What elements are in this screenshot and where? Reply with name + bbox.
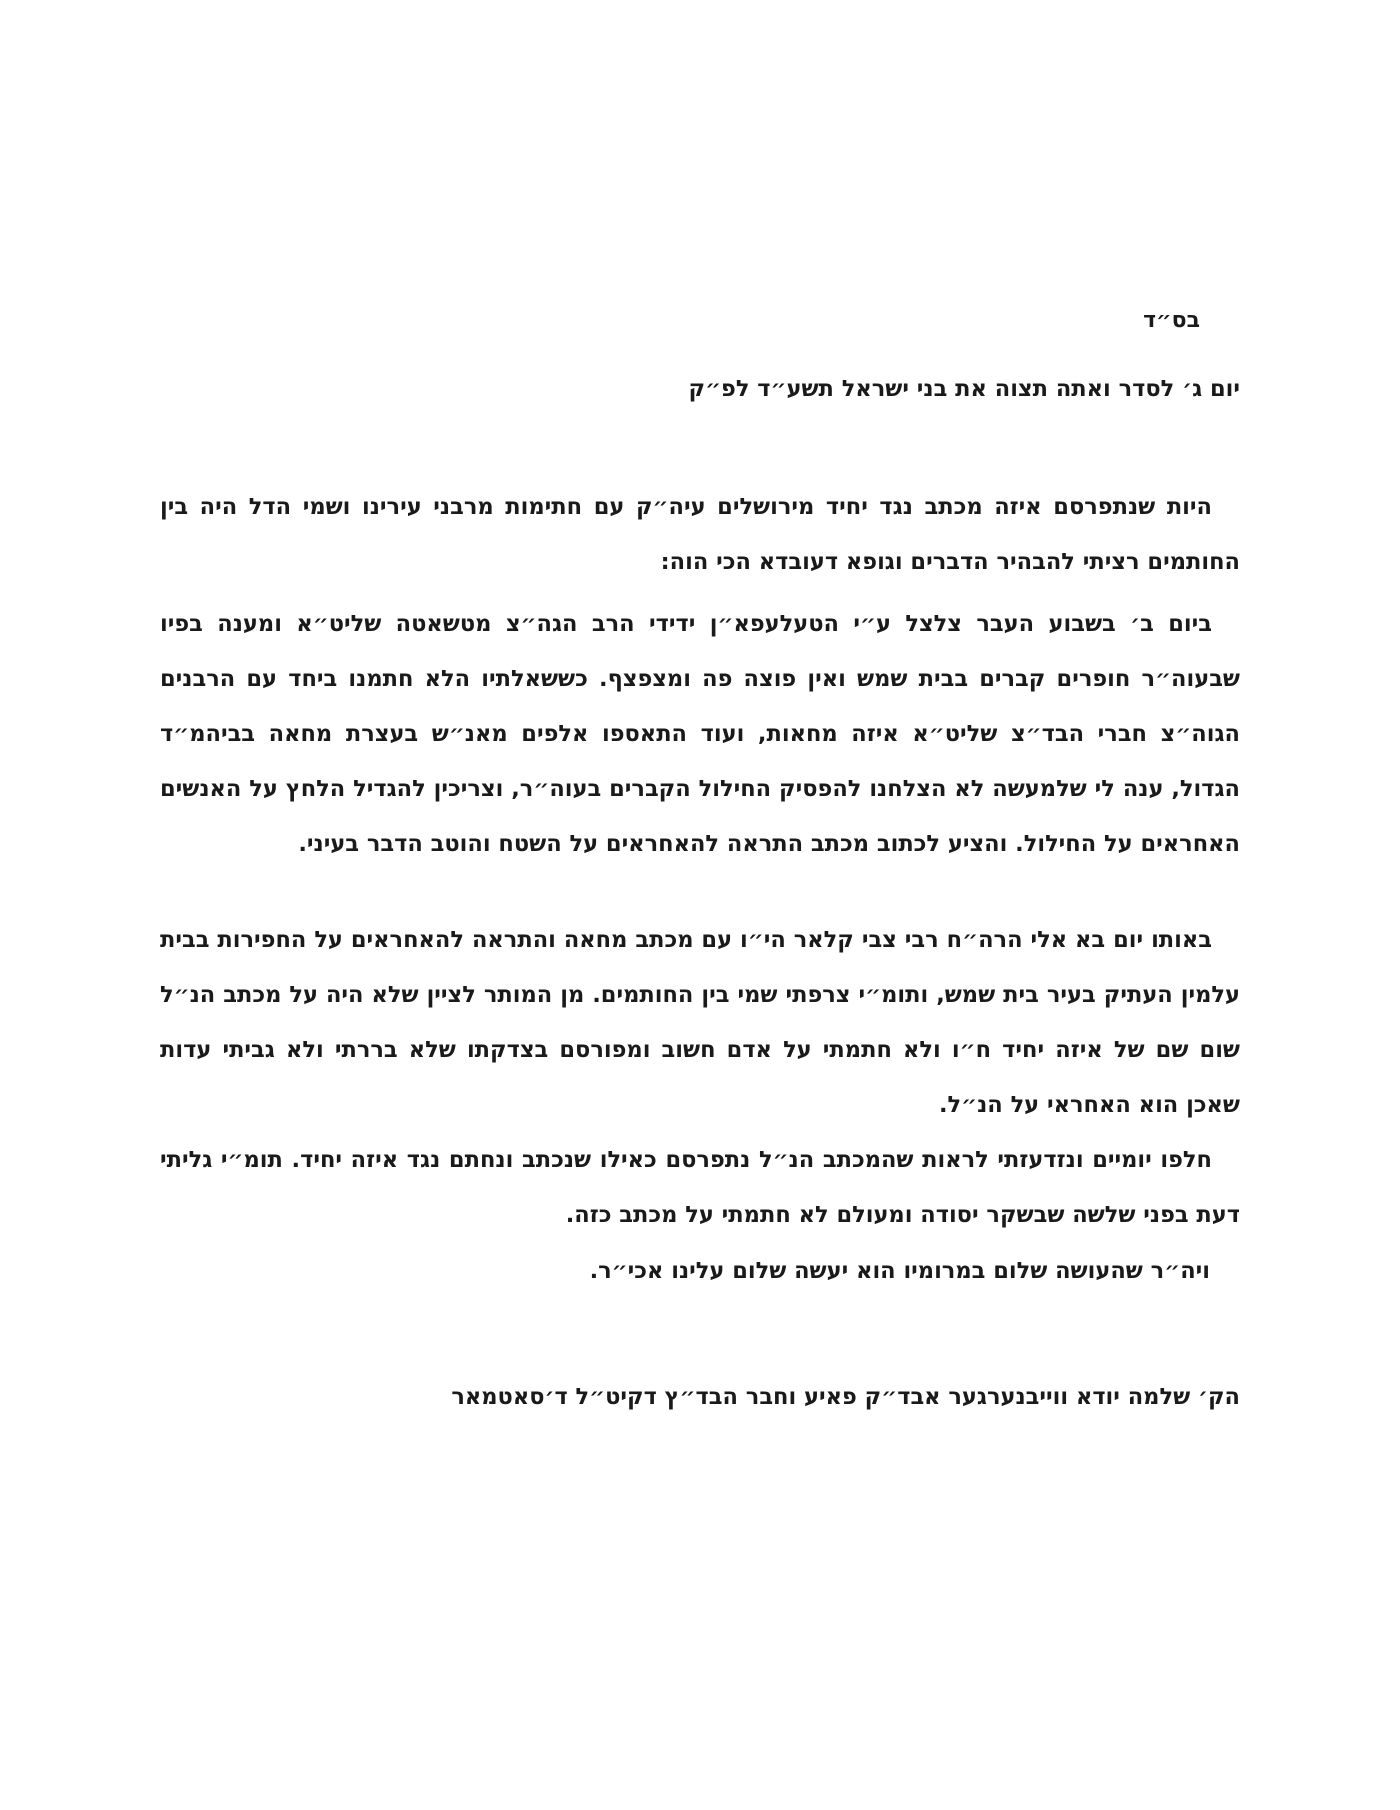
letter-dateline: יום ג׳ לסדר ואתה תצוה את בני ישראל תשע״ד לפ״ק <box>688 376 1240 402</box>
paragraph-clarification: חלפו יומיים ונזדעזתי לראות שהמכתב הנ״ל נתפרסם כאילו שנכתב ונחתם נגד איזה יחיד. תומ״י גליתי דעת בפני שלשה שבשקר יסודה ומעולם לא חתמתי על מכתב כזה. <box>160 1147 1240 1228</box>
paragraph-protest-letter: באותו יום בא אלי הרה״ח רבי צבי קלאר הי״ו עם מכתב מחאה והתראה להאחראים על החפירות בבית עלמין העתיק בעיר בית שמש, ותומ״י צרפתי שמי בין החותמים. מן המותר לציין שלא היה על מכתב הנ״ל שום שם של איזה יחיד ח״ו ולא חתמתי על אדם חשוב ומפורסם בצדקתו שלא בררתי ולא גביתי עדות שאכן הוא האחראי על הנ״ל. <box>160 927 1240 1118</box>
letter-header: בס״ד <box>1143 308 1200 333</box>
letter-closing: ויה״ר שהעושה שלום במרומיו הוא יעשה שלום עלינו אכי״ר. <box>589 1258 1210 1284</box>
paragraph-intro: היות שנתפרסם איזה מכתב נגד יחיד מירושלים עיה״ק עם חתימות מרבני עירינו ושמי הדל היה בין החותמים רציתי להבהיר הדברים וגופא דעובדא הכי הוה: <box>160 494 1240 575</box>
paragraph-phone-call: ביום ב׳ בשבוע העבר צלצל ע״י הטעלעפא״ן ידידי הרב הגה״צ מטשאטה שליט״א ומענה בפיו שבעוה״ר חופרים קברים בבית שמש ואין פוצה פה ומצפצף. כששאלתיו הלא חתמנו ביחד עם הרבנים הגוה״צ חברי הבד״צ שליט״א איזה מחאות, ועוד התאספו אלפים מאנ״ש בעצרת מחאה בביהמ״ד הגדול, ענה לי שלמעשה לא הצלחנו להפסיק החילול הקברים בעוה״ר, וצריכין להגדיל הלחץ על האנשים האחראים על החילול. והציע לכתוב מכתב התראה להאחראים על השטח והוטב הדבר בעיני. <box>160 611 1240 857</box>
letter-signature: הק׳ שלמה יודא ווייבנערגער אבד״ק פאיע וחבר הבד״ץ דקיט״ל ד׳סאטמאר <box>451 1384 1240 1410</box>
